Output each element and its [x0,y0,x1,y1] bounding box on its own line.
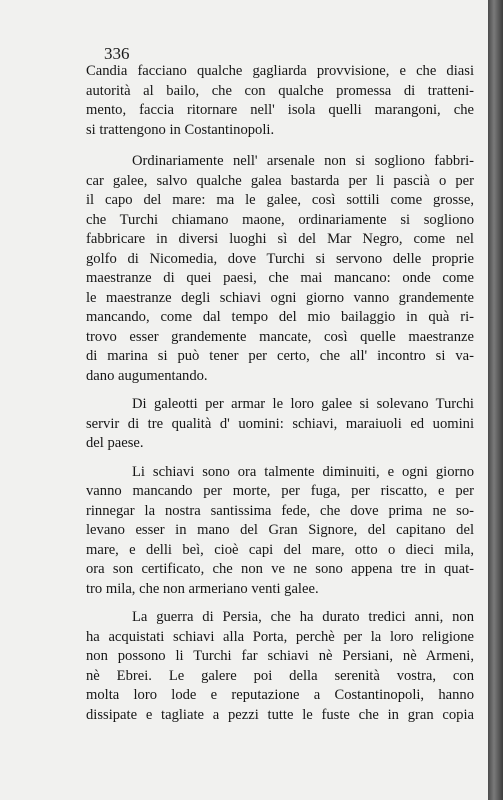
text-line: La guerra di Persia, che ha durato tredici anni, non [132,609,474,625]
page-edge-shadow [488,0,503,800]
paragraph [86,395,474,454]
text-line: mare, e delli beì, cioè capi del mare, otto o dieci mila, [86,541,474,558]
text-line: mancando, come dal tempo del mio bailaggio in quà ri- [86,309,474,325]
text-line: dano augumentando. [86,367,208,384]
text-line: servir di tre qualità d' uomini: schiavi, maraiuoli ed uomini [86,415,474,432]
text-line: vanno mancando per morte, per fuga, per riscatto, e per [86,483,474,499]
text-line: del paese. [86,435,144,451]
text-line: che Turchi chiamano maone, ordinariamente si sogliono [86,211,474,228]
text-line: le maestranze degli schiavi ogni giorno vanno grandemente [86,289,474,306]
text-line: Di galeotti per armar le loro galee si solevano Turchi [132,396,474,412]
text-line: ha acquistati schiavi alla Porta, perchè per la loro religione [86,628,474,645]
text-line: car galee, salvo qualche galea bastarda per li pascià o per [86,172,474,189]
text-line: nè Ebrei. Le galere poi della serenità vostra, con [86,667,474,684]
text-line: tro mila, che non armeriano venti galee. [86,580,319,597]
text-line: trovo esser grandemente mancate, così quelle maestranze [86,328,474,345]
text-line: dissipate e tagliate a pezzi tutte le fuste che in gran copia [86,706,474,723]
paragraph [86,608,474,725]
text-line: non possono li Turchi far schiavi nè Persiani, nè Armeni, [86,648,474,664]
paragraph [86,463,474,600]
text-line: mento, faccia ritornare nell' isola quelli marangoni, che [86,102,474,118]
text-line: molta loro lode e reputazione a Costantinopoli, hanno [86,687,474,703]
text-line: il capo del mare: ma le galee, così sottili come grosse, [86,192,474,208]
body-text [86,62,474,734]
text-line: Li schiavi sono ora talmente diminuiti, e ogni giorno [132,463,474,480]
text-line: ora son certificato, che non ve ne sono appena tre in quat- [86,561,474,577]
text-line: si trattengono in Costantinopoli. [86,121,275,138]
text-line: levano esser in mano del Gran Signore, del capitano del [86,522,474,538]
text-line: Ordinariamente nell' arsenale non si sogliono fabbri- [132,153,474,169]
page-number: 336 [104,44,130,63]
text-line: di marina si può tener per certo, che all' incontro si va- [86,348,474,364]
text-line: autorità al bailo, che con qualche promessa di tratteni- [86,82,474,99]
paragraph [86,62,474,140]
text-line: golfo di Nicomedia, dove Turchi si servono delle proprie [86,250,474,267]
text-line: rinnegar la nostra santissima fede, che dove prima ne so- [86,502,474,519]
text-line: Candia facciano qualche gagliarda provvisione, e che diasi [86,63,474,79]
text-line: maestranze di quei paesi, che mai mancano: onde come [86,270,474,286]
text-line: fabbricare in diversi luoghi sì del Mar Negro, come nel [86,231,474,247]
paragraph [86,152,474,386]
